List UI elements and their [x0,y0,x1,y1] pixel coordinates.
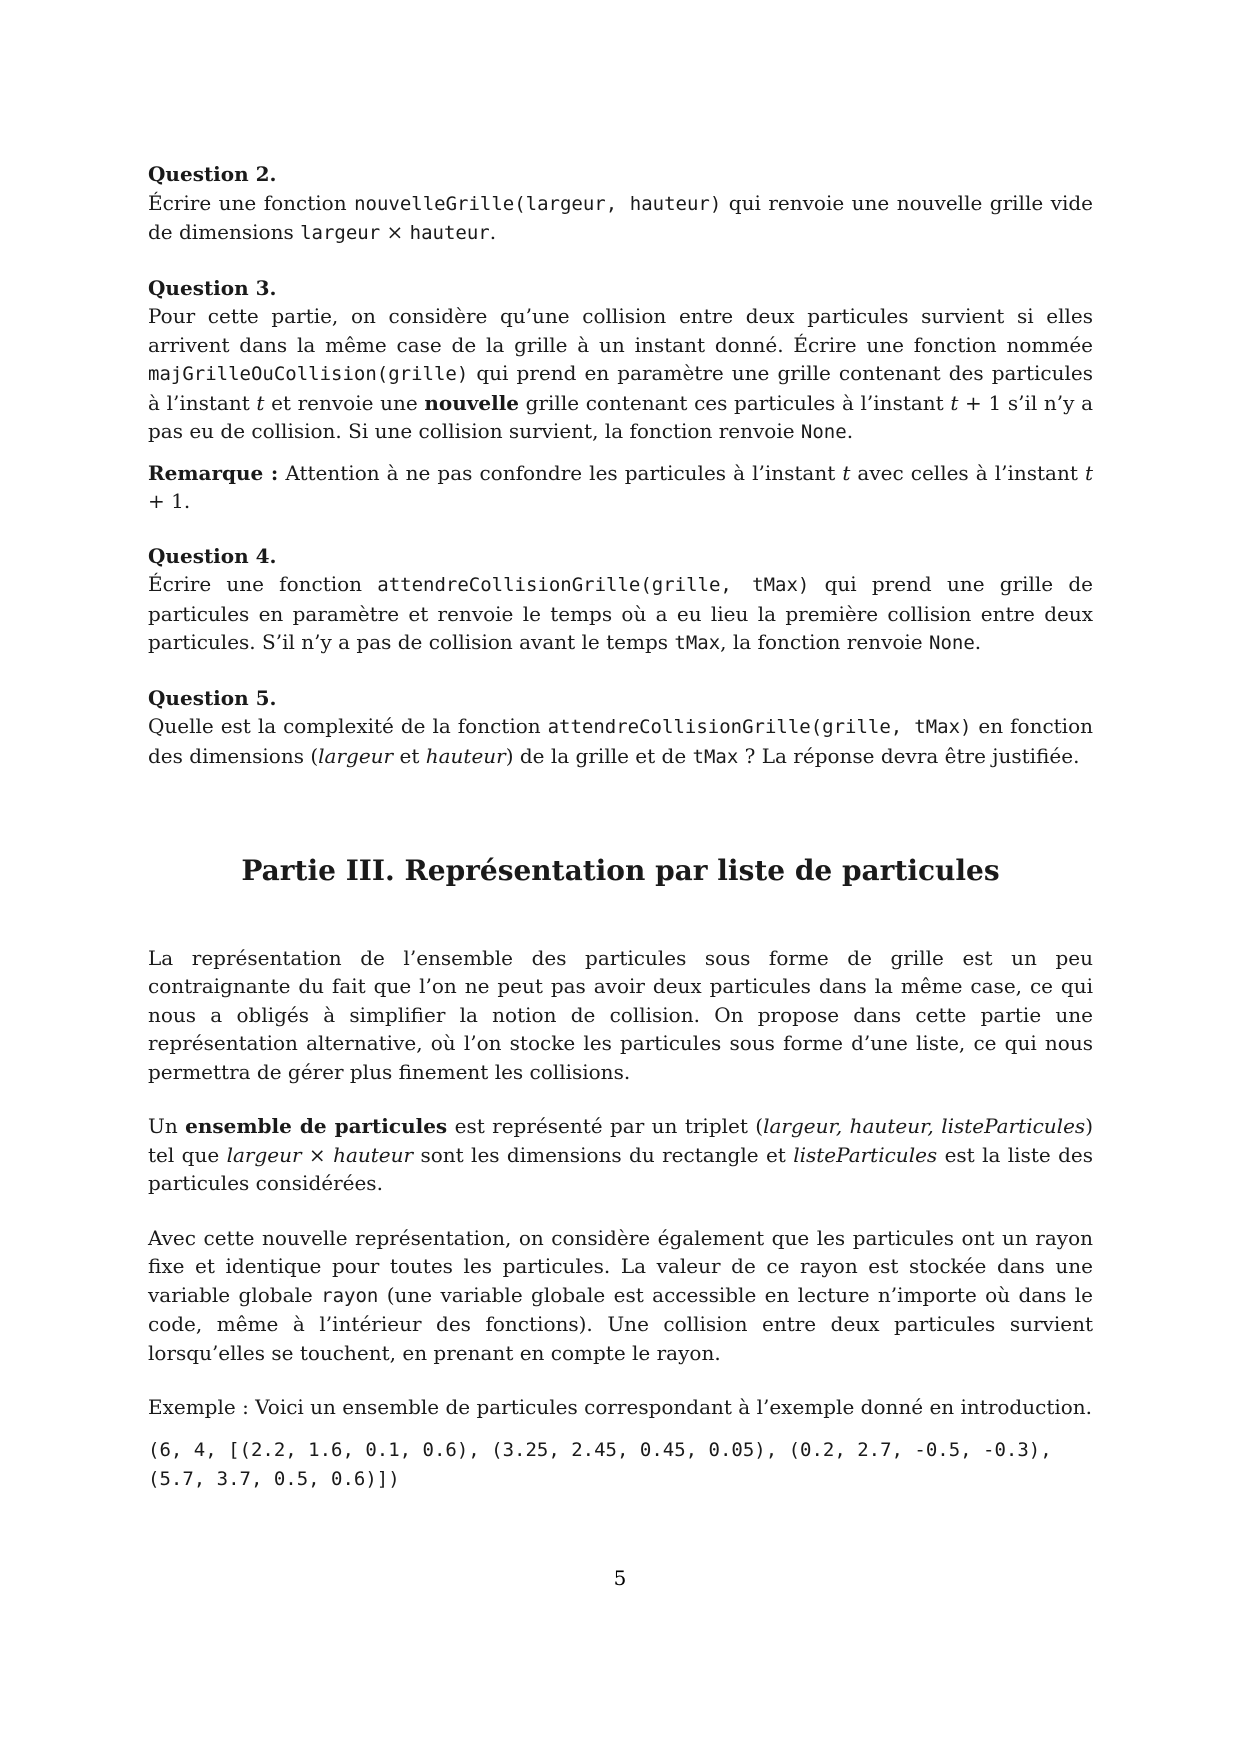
text: Avec cette nouvelle représentation, on considère également que les particules ont un rayon fixe et identique pour toutes les particules. La valeur de ce rayon est stockée dans une variable globale [148,1225,1093,1307]
section-heading: Partie III. Représentation par liste de particules [241,854,1000,887]
math-var: largeur [226,1142,302,1167]
paragraph [148,1112,1093,1198]
text: ) de la grille et de [505,743,693,768]
math-var: largeur [318,743,394,768]
question-title: Question 3. [148,275,277,300]
text: Écrire une fonction [148,572,378,596]
text: Quelle est la complexité de la fonction [148,714,548,738]
question-title: Question 4. [148,543,277,568]
question-text [148,712,1093,771]
question-text [148,570,1093,658]
math-var: hauteur [425,743,506,768]
math-var: t [950,390,959,415]
code: nouvelleGrille(largeur, hauteur) [354,192,722,215]
math-var: t [1084,460,1094,485]
question-text [148,189,1093,248]
text: (une variable globale est accessible en lecture n’importe où dans le code, même à l’intérieur des fonctions). Une collision entre deux particules survient lorsqu’elles se touchent, en prenant en compte le rayon. [148,1282,1093,1365]
code: majGrilleOuCollision(grille) [148,363,469,385]
question-4 [148,542,1093,658]
code-line: (6, 4, [(2.2, 1.6, 0.1, 0.6), (3.25, 2.45, 0.45, 0.05), (0.2, 2.7, -0.5, -0.3), [148,1438,1052,1461]
text: grille contenant ces particules à l’instant [519,390,951,415]
code-block [148,1436,1093,1494]
question-text [148,302,1093,447]
code: tMax [674,632,721,654]
text: + 1 s’il n’y a pas eu de collision. Si une collision survient, la fonction renvoie [148,390,1093,443]
text: . [489,220,497,244]
math-var: listeParticules [793,1142,938,1167]
paragraph: Exemple : Voici un ensemble de particules correspondant à l’exemple donné en introduction. [148,1395,1093,1419]
text: Pour cette partie, on considère qu’une collision entre deux particules survient si elles arrivent dans la même case de la grille à un instant donné. Écrire une fonction nommée [148,304,1093,357]
code: largeur [300,222,381,244]
text: et renvoie une [264,390,425,415]
text: qui prend une grille de particules en paramètre et renvoie le temps où a eu lieu la première collision entre deux particules. S’il n’y a pas de collision avant le temps [148,572,1093,654]
text: est représenté par un triplet ( [447,1114,764,1138]
question-2 [148,160,1093,248]
text: est la liste des particules considérées. [148,1142,1093,1195]
remark [148,459,1093,516]
page-number: 5 [613,1566,627,1590]
text: qui prend en paramètre une grille contenant des particules à l’instant [148,361,1093,415]
bold-text: ensemble de particules [185,1114,448,1138]
question-title: Question 2. [148,162,277,186]
math-var: t [842,460,851,485]
times-symbol: × [380,220,410,244]
code: attendreCollisionGrille(grille, tMax) [377,574,810,596]
paragraph: La représentation de l’ensemble des particules sous forme de grille est un peu contraignante du fait que l’on ne peut pas avoir deux particules dans la même case, ce qui nous a obligés à simplifier la notion de collision. On propose dans cette partie une représentation alternative, où l’on stocke les particules sous forme d’une liste, ce qui nous permettra de gérer plus finement les collisions. [148,945,1093,1084]
code: attendreCollisionGrille(grille, tMax) [547,716,972,738]
text: Écrire une fonction [148,190,355,215]
question-title: Question 5. [148,685,277,710]
text: qui renvoie une nouvelle grille vide de dimensions [148,190,1094,244]
remark-label: Remarque : [148,460,279,485]
text: avec celles à l’instant [850,460,1085,485]
page-body [148,160,1093,1494]
question-3 [148,274,1093,516]
text: ) tel que [148,1114,1093,1167]
text: Attention à ne pas confondre les particules à l’instant [278,460,843,485]
code: tMax [692,745,739,768]
math-var: hauteur [333,1142,414,1167]
code-line: (5.7, 3.7, 0.5, 0.6)]) [148,1467,400,1490]
times-symbol: × [301,1142,334,1167]
text: , la fonction renvoie [720,630,929,654]
text: et [393,743,426,768]
code: None [800,421,847,443]
code: rayon [321,1284,379,1307]
code: None [929,632,975,654]
math-var: largeur, hauteur, listeParticules [763,1114,1086,1138]
question-5 [148,684,1093,772]
text: . [974,630,982,654]
bold-text: nouvelle [424,390,520,415]
text: ? La réponse devra être justifiée. [738,743,1080,768]
text: en fonction des dimensions ( [148,714,1093,768]
text: + 1. [148,489,191,513]
text: sont les dimensions du rectangle et [413,1142,794,1167]
text: Un [148,1114,186,1138]
math-var: t [256,390,265,415]
text: . [846,419,854,443]
paragraph [148,1224,1093,1368]
code: hauteur [409,222,490,244]
